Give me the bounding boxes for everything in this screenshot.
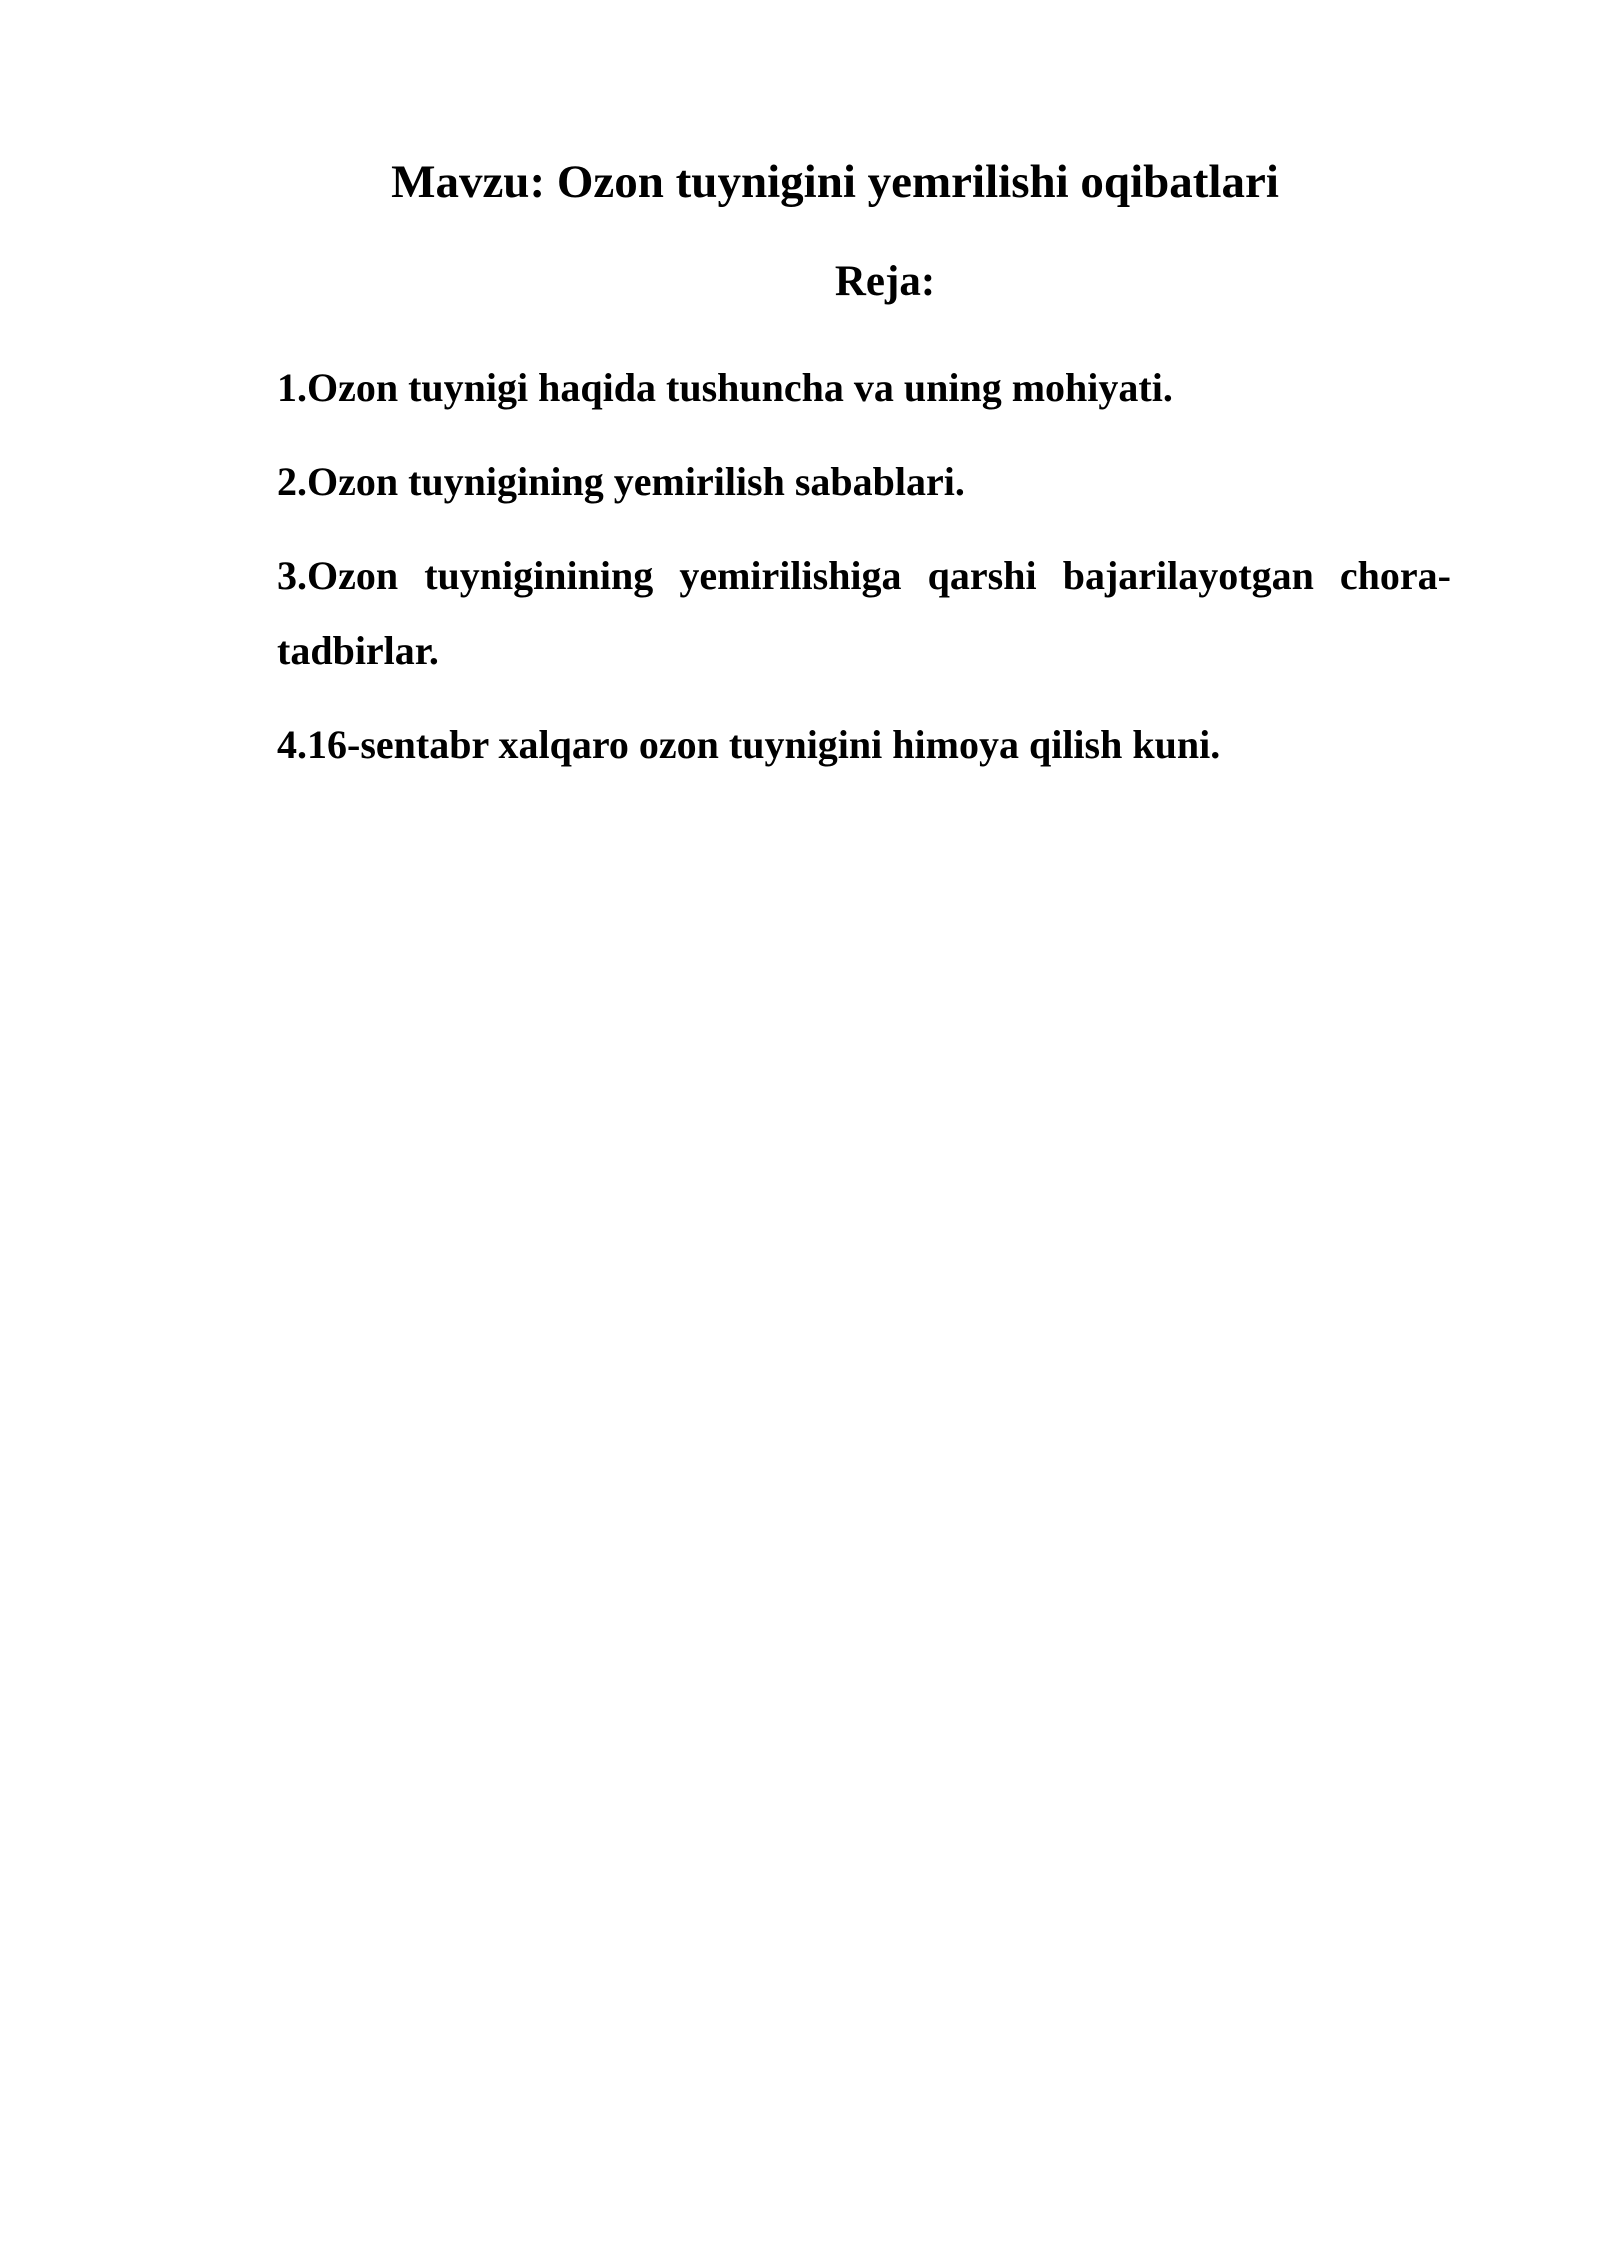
plan-item: 2.Ozon tuynigining yemirilish sabablari. xyxy=(277,459,965,504)
plan-item: 1.Ozon tuynigi haqida tushuncha va uning mohiyati. xyxy=(277,365,1173,410)
plan-item: 4.16-sentabr xalqaro ozon tuynigini himoya qilish kuni. xyxy=(277,722,1221,767)
plan-item: 3.Ozon tuyniginining yemirilishiga qarshi bajarilayotgan chora-tadbirlar. xyxy=(277,553,1451,673)
plan-list xyxy=(277,350,1451,801)
plan-heading: Reja: xyxy=(834,258,936,305)
document-title: Mavzu: Ozon tuynigini yemrilishi oqibatlari xyxy=(391,156,1279,208)
